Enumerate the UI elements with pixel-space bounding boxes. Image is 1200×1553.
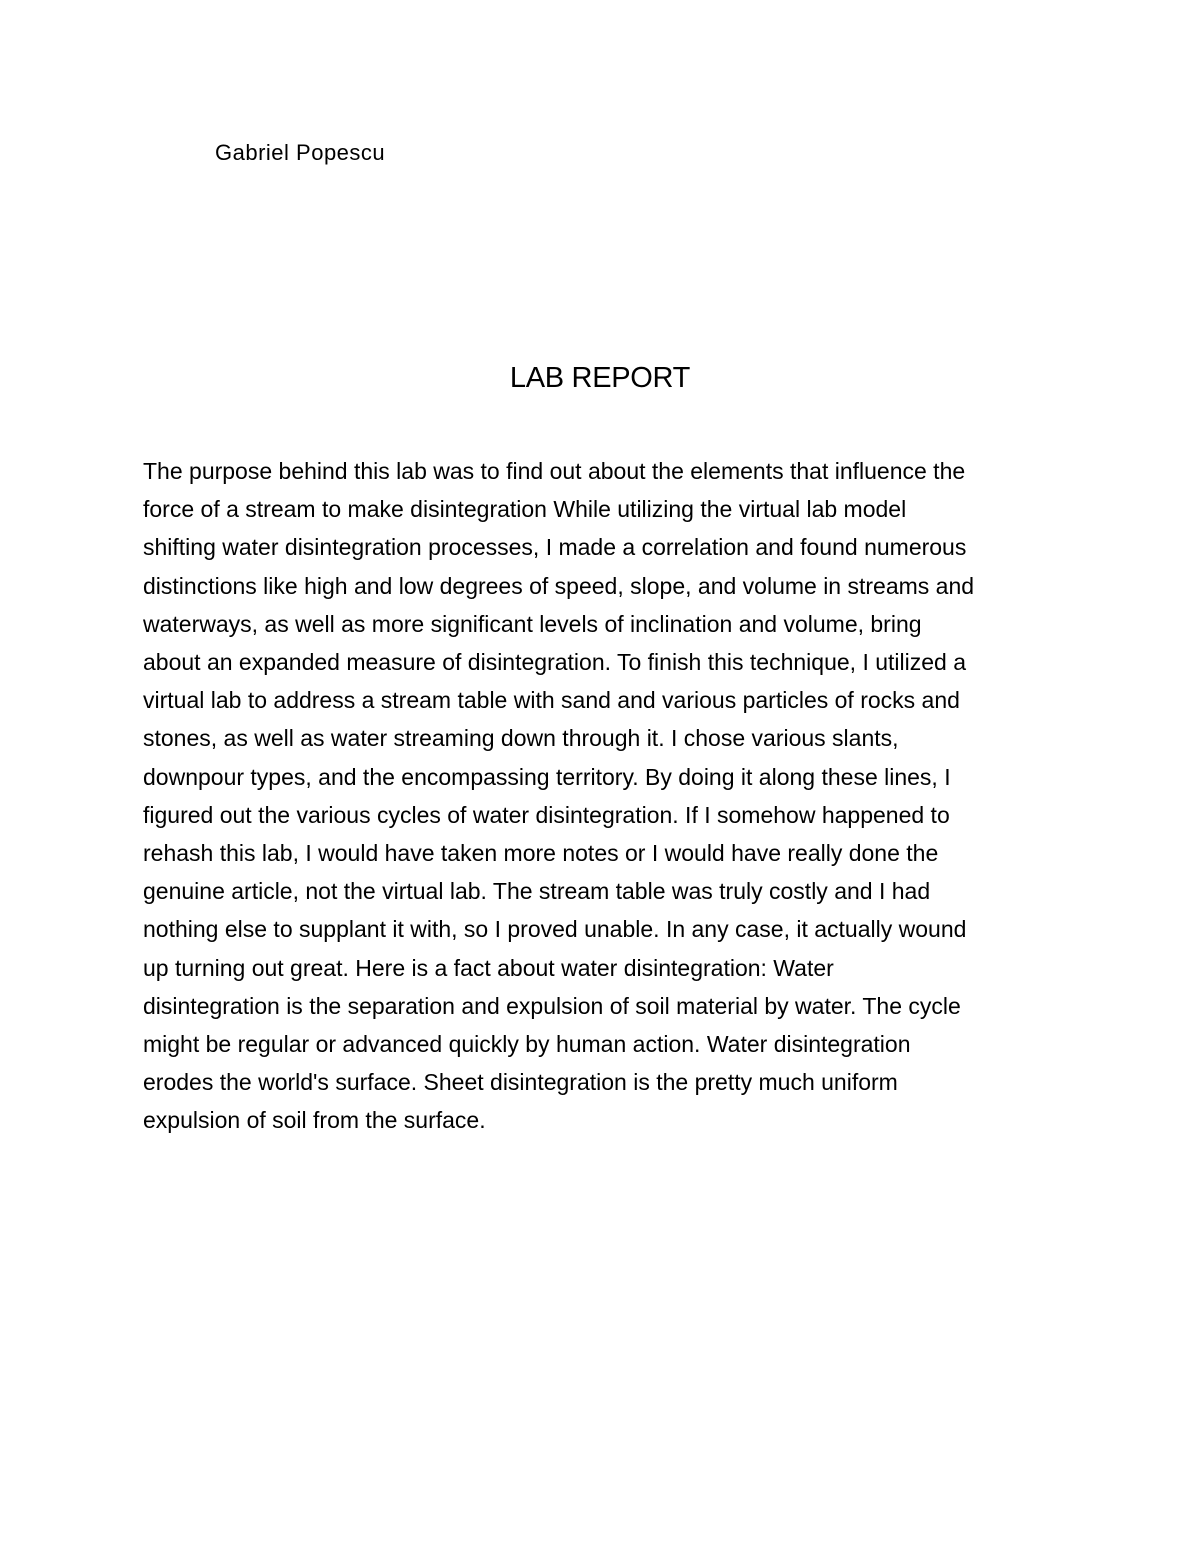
body-line: about an expanded measure of disintegration. To finish this technique, I utilized a xyxy=(143,649,967,676)
body-line: disintegration is the separation and expulsion of soil material by water. The cycle xyxy=(143,992,961,1019)
body-line: stones, as well as water streaming down through it. I chose various slants, xyxy=(143,725,899,752)
body-line: up turning out great. Here is a fact about water disintegration: Water xyxy=(143,954,834,981)
author-name: Gabriel Popescu xyxy=(215,140,386,165)
body-line: expulsion of soil from the surface. xyxy=(143,1107,486,1134)
body-line: rehash this lab, I would have taken more notes or I would have really done the xyxy=(143,840,939,867)
body-line: force of a stream to make disintegration While utilizing the virtual lab model xyxy=(143,496,907,523)
body-line: figured out the various cycles of water disintegration. If I somehow happened to xyxy=(143,801,950,828)
report-title: LAB REPORT xyxy=(509,362,691,394)
body-line: genuine article, not the virtual lab. The stream table was truly costly and I had xyxy=(143,878,931,905)
body-line: nothing else to supplant it with, so I proved unable. In any case, it actually wound xyxy=(143,916,967,943)
body-line: shifting water disintegration processes, I made a correlation and found numerous xyxy=(143,534,967,561)
body-line: waterways, as well as more significant levels of inclination and volume, bring xyxy=(143,610,922,637)
report-body xyxy=(143,452,1063,1140)
body-line: might be regular or advanced quickly by human action. Water disintegration xyxy=(143,1031,911,1058)
body-line: erodes the world's surface. Sheet disintegration is the pretty much uniform xyxy=(143,1069,898,1096)
body-line: The purpose behind this lab was to find out about the elements that influence the xyxy=(143,458,966,484)
body-line: downpour types, and the encompassing territory. By doing it along these lines, I xyxy=(143,763,951,790)
body-line: virtual lab to address a stream table with sand and various particles of rocks and xyxy=(143,687,960,714)
body-line: distinctions like high and low degrees of speed, slope, and volume in streams and xyxy=(143,572,975,599)
